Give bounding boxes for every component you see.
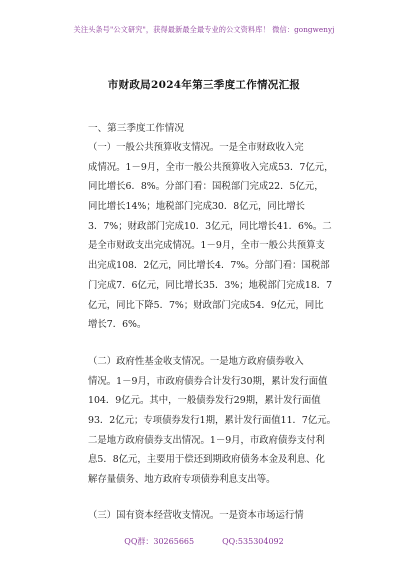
text-line: 解存量债务、地方政府专项债券利息支出等。 [88,474,276,486]
text-line: 情况。1－9月，市政府债券合计发行30期，累计发行面值 [88,375,328,387]
text-line: 息5．8亿元，主要用于偿还到期政府债务本金及利息、化 [88,454,325,466]
footer-contact [0,536,408,547]
text-line: 亿元，同比下降5．7%；财政部门完成54．9亿元，同比 [88,299,324,311]
text-line: 门完成7．6亿元，同比增长35．3%；地税部门完成18．7 [88,279,333,291]
text-line: 是全市财政支出完成情况。1－9月，全市一般公共预算支 [88,240,325,252]
section-heading: 一、第三季度工作情况 [88,123,184,134]
paragraph-fund [88,352,356,490]
paragraph-budget [88,138,356,335]
text-line: （三）国有资本经营收支情况。一是资本市场运行情 [88,510,304,521]
text-line: 同比增长14%；地税部门完成30．8亿元，同比增长 [88,201,305,213]
footer-qq-group: QQ群：30265665 [124,537,195,546]
text-line: 增长7．6%。 [88,319,147,331]
text-line: 104．9亿元。其中，一般债券发行29期，累计发行面值 [88,395,321,407]
paragraph-state-capital [88,506,356,526]
text-line: 93．2亿元；专项债券发行1期，累计发行面值11．7亿元。 [88,415,337,427]
text-line: 二是地方政府债券支出情况。1－9月，市政府债券支付利 [88,434,325,446]
text-line: 成情况。1－9月，全市一般公共预算收入完成53．7亿元， [88,161,334,173]
header-banner: 关注头条号"公文研究"，获得最新最全最专业的公文资料库！ 微信：gongwenyj [73,25,335,34]
document-title: 市财政局2024年第三季度工作情况汇报 [107,79,301,91]
text-line: 3．7%；财政部门完成10．3亿元，同比增长41．6%。二 [88,220,332,232]
text-line: （一）一般公共预算收支情况。一是全市财政收入完 [88,142,304,153]
footer-qq-number: QQ:535304092 [222,537,284,546]
text-line: 出完成108．2亿元，同比增长4．7%。分部门看：国税部 [88,260,330,272]
text-line: （二）政府性基金收支情况。一是地方政府债券收入 [88,356,304,367]
text-line: 同比增长6．8%。分部门看：国税部门完成22．5亿元， [88,181,324,193]
